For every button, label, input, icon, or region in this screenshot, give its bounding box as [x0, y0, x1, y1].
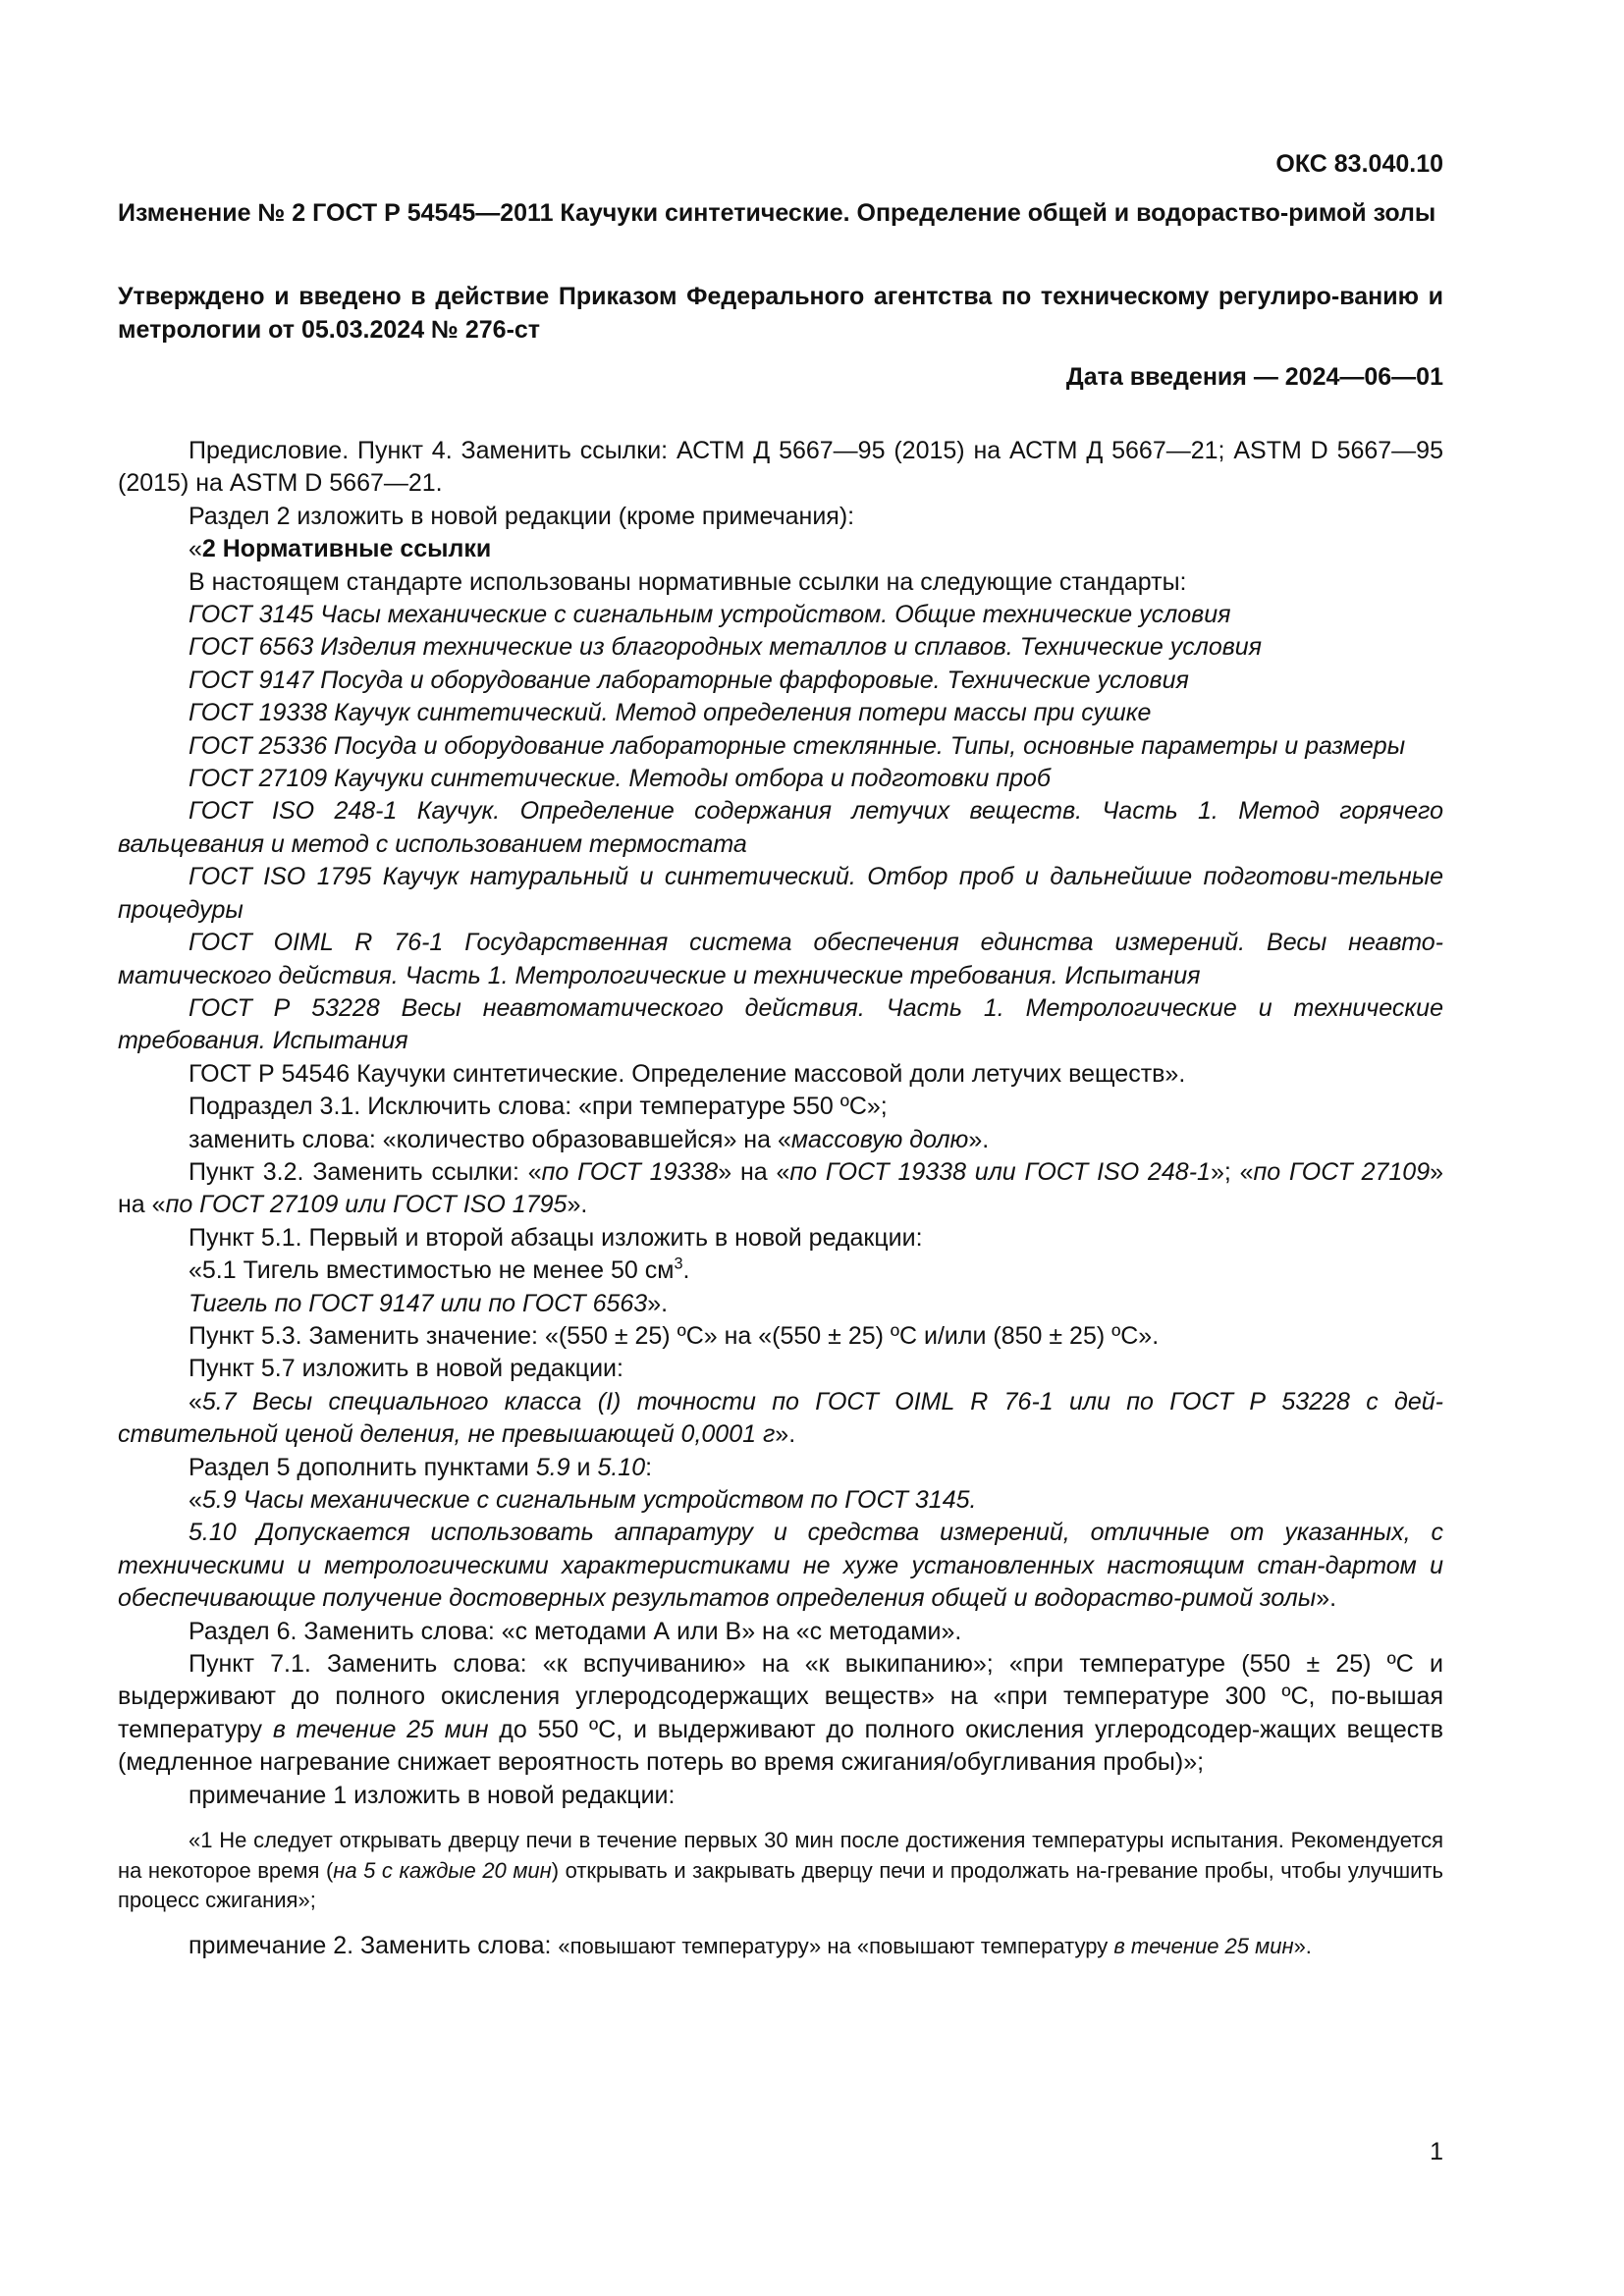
paragraph: Раздел 2 изложить в новой редакции (кроме примечания):	[189, 502, 855, 530]
reference-item: ГОСТ 25336 Посуда и оборудование лабораторные стеклянные. Типы, основные параметры и размеры	[189, 731, 1406, 760]
paragraph: примечание 2. Заменить слова: «повышают температуру» на «повышают температуру в течение 25 мин».	[189, 1931, 1312, 1959]
paragraph: Подраздел 3.1. Исключить слова: «при температуре 550 ºС»;	[189, 1093, 888, 1121]
paragraph: «5.9 Часы механические с сигнальным устройством по ГОСТ 3145.	[189, 1486, 977, 1514]
document-body	[118, 435, 1443, 1962]
paragraph: Раздел 5 дополнить пунктами 5.9 и 5.10:	[189, 1453, 653, 1481]
paragraph: заменить слова: «количество образовавшейся» на «массовую долю».	[189, 1125, 990, 1153]
reference-item: ГОСТ ISO 1795 Каучук натуральный и синтетический. Отбор проб и дальнейшие подготови-тельные процедуры	[118, 863, 1443, 924]
paragraph: Предисловие. Пункт 4. Заменить ссылки: АСТМ Д 5667—95 (2015) на АСТМ Д 5667—21; ASTM D 5667—95 (2015) на ASTM D 5667—21.	[118, 437, 1443, 498]
oks-code: ОКС 83.040.10	[1275, 150, 1443, 178]
paragraph: «5.7 Весы специального класса (I) точности по ГОСТ OIML R 76-1 или по ГОСТ Р 53228 с дей-ствительной ценой деления, не превышающей 0,0001 г».	[118, 1387, 1443, 1449]
reference-item: ГОСТ 9147 Посуда и оборудование лабораторные фарфоровые. Технические условия	[189, 666, 1189, 694]
reference-item: ГОСТ Р 54546 Каучуки синтетические. Определение массовой доли летучих веществ».	[189, 1059, 1186, 1088]
paragraph: 5.10 Допускается использовать аппаратуру и средства измерений, отличные от указанных, с техническими и метрологическими характеристиками не хуже установленных настоящим стан-дартом и обеспечивающие получение достоверных результатов определения общей и водораство-римой золы».	[118, 1519, 1443, 1613]
reference-item: ГОСТ 19338 Каучук синтетический. Метод определения потери массы при сушке	[189, 699, 1152, 727]
section-heading: «2 Нормативные ссылки	[189, 535, 492, 563]
page-number: 1	[1430, 2138, 1443, 2165]
paragraph: примечание 1 изложить в новой редакции:	[189, 1781, 676, 1809]
paragraph: Пункт 5.7 изложить в новой редакции:	[189, 1355, 623, 1383]
paragraph: Пункт 5.1. Первый и второй абзацы изложить в новой редакции:	[189, 1223, 923, 1252]
reference-item: ГОСТ OIML R 76-1 Государственная система обеспечения единства измерений. Весы неавто-матического действия. Часть 1. Метрологические и технические требования. Испытания	[118, 929, 1443, 989]
amendment-title: Изменение № 2 ГОСТ Р 54545—2011 Каучуки синтетические. Определение общей и водораство-римой золы	[118, 199, 1436, 227]
reference-item: ГОСТ Р 53228 Весы неавтоматического действия. Часть 1. Метрологические и технические требования. Испытания	[118, 993, 1443, 1055]
paragraph: Тигель по ГОСТ 9147 или по ГОСТ 6563».	[189, 1289, 669, 1317]
approval-statement: Утверждено и введено в действие Приказом Федерального агентства по техническому регулиро-ванию и метрологии от 05.03.2024 № 276-ст	[118, 283, 1443, 344]
note-block	[118, 1826, 1443, 1916]
reference-item: ГОСТ 3145 Часы механические с сигнальным устройством. Общие технические условия	[189, 601, 1231, 629]
paragraph: В настоящем стандарте использованы нормативные ссылки на следующие стандарты:	[189, 567, 1187, 596]
paragraph: Пункт 5.3. Заменить значение: «(550 ± 25) ºС» на «(550 ± 25) ºС и/или (850 ± 25) ºС».	[189, 1321, 1160, 1350]
note-text: «1 Не следует открывать дверцу печи в течение первых 30 мин после достижения температуры испытания. Рекомендуется на некоторое время (на 5 с каждые 20 мин) открывать и закрывать дверцу печи и продолжать на-гревание пробы, чтобы улучшить процесс сжигания»;	[118, 1828, 1443, 1913]
reference-item: ГОСТ 6563 Изделия технические из благородных металлов и сплавов. Технические условия	[189, 633, 1263, 662]
reference-item: ГОСТ 27109 Каучуки синтетические. Методы отбора и подготовки проб	[189, 765, 1051, 793]
reference-item: ГОСТ ISO 248-1 Каучук. Определение содержания летучих веществ. Часть 1. Метод горячего вальцевания и метод с использованием термостата	[118, 797, 1443, 858]
paragraph: Пункт 7.1. Заменить слова: «к вспучиванию» на «к выкипанию»; «при температуре (550 ± 25) ºС и выдерживают до полного окисления углеродсодержащих веществ» на «при температуре 300 ºС, по-вышая температуру в течение 25 мин до 550 ºС, и выдерживают до полного окисления углеродсодер-жащих веществ (медленное нагревание снижает вероятность потерь во время сжигания/обугливания пробы)»;	[118, 1650, 1443, 1777]
paragraph: «5.1 Тигель вместимостью не менее 50 $см^3$.	[189, 1255, 690, 1285]
paragraph: Пункт 3.2. Заменить ссылки: «по ГОСТ 19338» на «по ГОСТ 19338 или ГОСТ ISO 248-1»; «по ГОСТ 27109» на «по ГОСТ 27109 или ГОСТ ISO 1795».	[118, 1157, 1443, 1219]
paragraph: Раздел 6. Заменить слова: «с методами А или В» на «с методами».	[189, 1617, 962, 1645]
introduction-date: Дата введения — 2024—06—01	[1065, 363, 1443, 391]
